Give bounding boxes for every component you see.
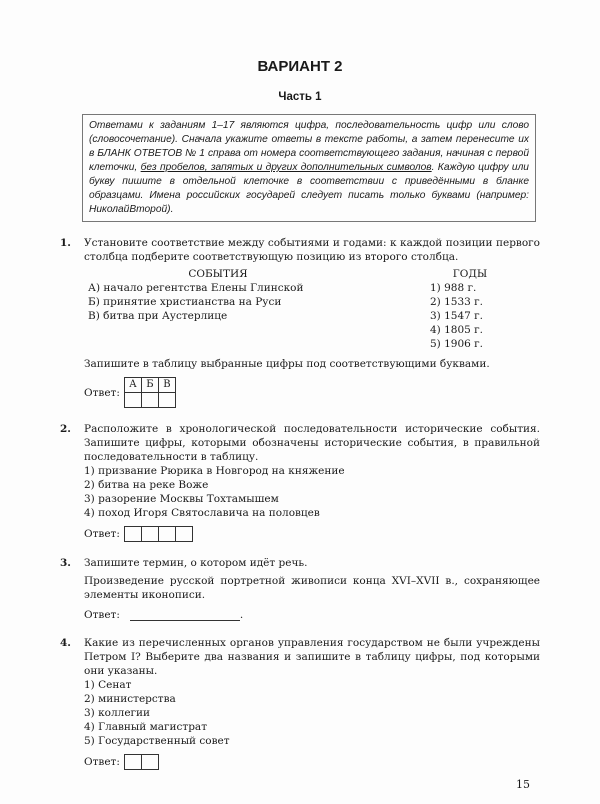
q4-item: 2) министерства [84, 693, 176, 705]
q3-answer-row [84, 608, 540, 622]
q1-event: Б) принятие христианства на Руси [88, 296, 282, 308]
q1-letter: А [124, 378, 141, 393]
q2-text: Расположите в хронологической последовательности исторические события. Запишите цифры, которыми обозначены исторические события, в правильной последовательности в таблицу. [84, 423, 540, 463]
q1-col1-header: СОБЫТИЯ [188, 268, 248, 280]
q3-text: Запишите термин, о котором идёт речь. [84, 557, 308, 569]
question-2 [60, 422, 540, 542]
q4-item: 1) Сенат [84, 679, 132, 691]
q1-col2-header: ГОДЫ [452, 268, 488, 280]
q4-item: 4) Главный магистрат [84, 721, 208, 733]
q2-answer-cell[interactable] [124, 527, 141, 542]
q1-text: Установите соответствие между событиями и годами: к каждой позиции первого столбца подберите соответствующую позицию из второго столбца. [84, 237, 540, 263]
q4-answer-cell[interactable] [141, 755, 158, 770]
question-1 [60, 236, 540, 408]
instr-text-end: . Каждую цифру или букву пишите в отдельной клеточке в соответствии с приведёнными в бланке образцами. Имена российских государей следует писать только буквами (например: НиколайВторой). [89, 162, 529, 215]
q4-text: Какие из перечисленных органов управления государством не были учреждены Петром I? Выберите два названия и запишите в таблицу цифры, под которыми они указаны. [84, 637, 540, 677]
q2-item: 1) призвание Рюрика в Новгород на княжение [84, 465, 345, 477]
question-3 [60, 556, 540, 622]
q4-number: 4. [60, 637, 71, 649]
q4-answer-label: Ответ: [84, 756, 120, 768]
q4-answer-cell[interactable] [124, 755, 141, 770]
q1-year: 5) 1906 г. [430, 338, 484, 350]
instr-text: Ответами к заданиям 1–17 являются цифра, последовательность цифр или слово (словосочетание). Сначала укажите ответы в тексте работы, а затем перенесите их в БЛАНК ОТВЕТОВ № 1 справа от номера соответствующего задания, начиная с первой клеточки, [89, 120, 529, 173]
q2-answer-cell[interactable] [158, 527, 175, 542]
q4-item: 5) Государственный совет [84, 735, 230, 747]
q1-instruction: Запишите в таблицу выбранные цифры под соответствующими буквами. [84, 358, 490, 370]
q1-answer-table [124, 377, 176, 408]
q1-answer-cell[interactable] [158, 393, 175, 408]
q1-answer-cell[interactable] [141, 393, 158, 408]
q4-item: 3) коллегии [84, 707, 151, 719]
q2-item: 3) разорение Москвы Тохтамышем [84, 493, 279, 505]
q1-event: А) начало регентства Елены Глинской [88, 282, 304, 294]
variant-title: ВАРИАНТ 2 [257, 58, 343, 75]
q2-number: 2. [60, 423, 71, 435]
page-number: 15 [516, 778, 530, 791]
q3-body: Произведение русской портретной живописи конца XVI–XVII в., сохраняющее элементы иконописи. [84, 575, 540, 601]
q2-answer-cell[interactable] [141, 527, 158, 542]
q1-letter: В [158, 378, 175, 393]
q1-year: 4) 1805 г. [430, 324, 484, 336]
q1-event: В) битва при Аустерлице [88, 310, 228, 322]
part-title: Часть 1 [278, 91, 322, 103]
q1-year: 1) 988 г. [430, 282, 477, 294]
q1-number: 1. [60, 237, 71, 249]
q3-answer-field[interactable] [130, 610, 240, 621]
q1-letter: Б [141, 378, 158, 393]
q4-answer-table [124, 754, 159, 770]
q2-answer-table [124, 526, 193, 542]
q1-answer-label: Ответ: [84, 386, 120, 399]
instructions-box [82, 114, 536, 222]
q1-year: 3) 1547 г. [430, 310, 484, 322]
q1-year: 2) 1533 г. [430, 296, 484, 308]
q3-answer-label: Ответ: [84, 609, 120, 621]
q3-number: 3. [60, 557, 71, 569]
q2-item: 2) битва на реке Воже [84, 479, 209, 491]
q2-answer-label: Ответ: [84, 528, 120, 540]
q1-answer-cell[interactable] [124, 393, 141, 408]
q2-answer-cell[interactable] [175, 527, 192, 542]
instr-underlined: без пробелов, запятых и других дополнительных символов [140, 162, 432, 173]
q3-period: . [239, 609, 244, 621]
q2-item: 4) поход Игоря Святославича на половцев [84, 507, 320, 519]
